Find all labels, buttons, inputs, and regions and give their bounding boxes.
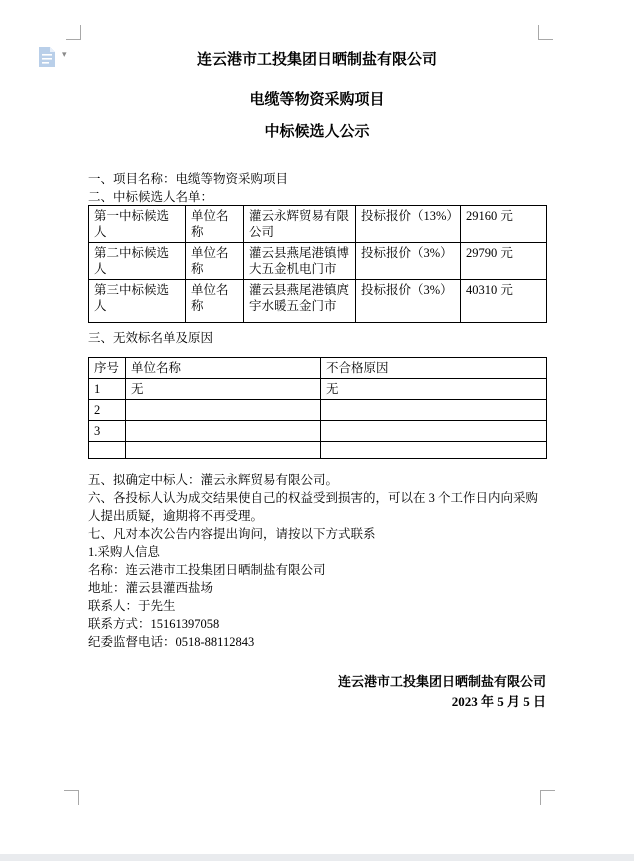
section-invalid-bids-heading: 三、无效标名单及原因 [88,331,214,345]
table-cell [321,421,547,442]
contact-person: 联系人：于先生 [88,599,176,613]
table-cell: 灌云县燕尾港镇博大五金机电门市 [244,243,356,280]
closing-paragraphs [88,471,546,712]
signature-company: 连云港市工投集团日晒制盐有限公司 [337,674,546,689]
table-cell: 单位名称 [186,280,244,323]
table-cell: 第三中标候选人 [89,280,186,323]
invalid-bids-table [88,357,547,459]
section-objection: 六、各投标人认为成交结果使自己的权益受到损害的，可以在 3 个工作日内向采购人提出质疑，逾期将不再受理。 [88,491,539,523]
table-cell [126,442,321,459]
table-cell: 无 [126,379,321,400]
column-header: 序号 [89,358,126,379]
table-cell: 灌云永辉贸易有限公司 [244,206,356,243]
doc-title-project: 电缆等物资采购项目 [249,92,385,108]
table-row [89,400,547,421]
table-row [89,206,547,243]
contact-phone: 联系方式：15161397058 [88,617,220,631]
margin-crop-mark-bottom-right [540,790,555,805]
table-cell: 第一中标候选人 [89,206,186,243]
table-cell [126,400,321,421]
table-cell [321,400,547,421]
table-row [89,243,547,280]
table-cell: 2 [89,400,126,421]
candidates-table [88,205,547,323]
table-cell [321,442,547,459]
signature-block [88,672,546,712]
section-candidate-list-heading: 二、中标候选人名单： [88,190,214,204]
table-cell: 无 [321,379,547,400]
margin-crop-mark-bottom-left [64,790,79,805]
table-cell [89,442,126,459]
column-header: 不合格原因 [321,358,547,379]
table-cell: 29160 元 [461,206,547,243]
dropdown-caret-icon: ▾ [62,50,67,60]
table-cell [126,421,321,442]
section-project-name: 一、项目名称：电缆等物资采购项目 [88,172,289,186]
section-inquiry: 七、凡对本次公告内容提出询问，请按以下方式联系 [88,527,376,541]
contact-supervision-phone: 纪委监督电话：0518-88112843 [88,635,255,649]
table-cell: 投标报价（3%） [356,280,461,323]
signature-date: 2023 年 5 月 5 日 [451,694,546,709]
table-row [89,442,547,459]
table-cell: 单位名称 [186,243,244,280]
table-row [89,421,547,442]
margin-crop-mark-top-right [538,25,553,40]
paste-options-button[interactable] [38,46,72,70]
column-header: 单位名称 [126,358,321,379]
table-cell: 投标报价（3%） [356,243,461,280]
table-row [89,379,547,400]
table-cell: 3 [89,421,126,442]
table-cell: 29790 元 [461,243,547,280]
table-cell: 40310 元 [461,280,547,323]
margin-crop-mark-top-left [66,25,81,40]
table-cell: 投标报价（13%） [356,206,461,243]
table-cell: 第二中标候选人 [89,243,186,280]
table-cell: 1 [89,379,126,400]
doc-title-company: 连云港市工投集团日晒制盐有限公司 [196,52,437,68]
table-cell: 灌云县燕尾港镇庹宇水暖五金门市 [244,280,356,323]
table-header-row [89,358,547,379]
page-bottom-edge [0,854,634,861]
document-icon [38,46,56,68]
section-winner: 五、拟确定中标人：灌云永辉贸易有限公司。 [88,473,339,487]
contact-intro: 1.采购人信息 [88,545,160,559]
doc-title-announcement: 中标候选人公示 [264,124,370,140]
table-row [89,280,547,323]
contact-name: 名称：连云港市工投集团日晒制盐有限公司 [88,563,326,577]
table-cell: 单位名称 [186,206,244,243]
contact-address: 地址：灌云县灌西盐场 [88,581,214,595]
